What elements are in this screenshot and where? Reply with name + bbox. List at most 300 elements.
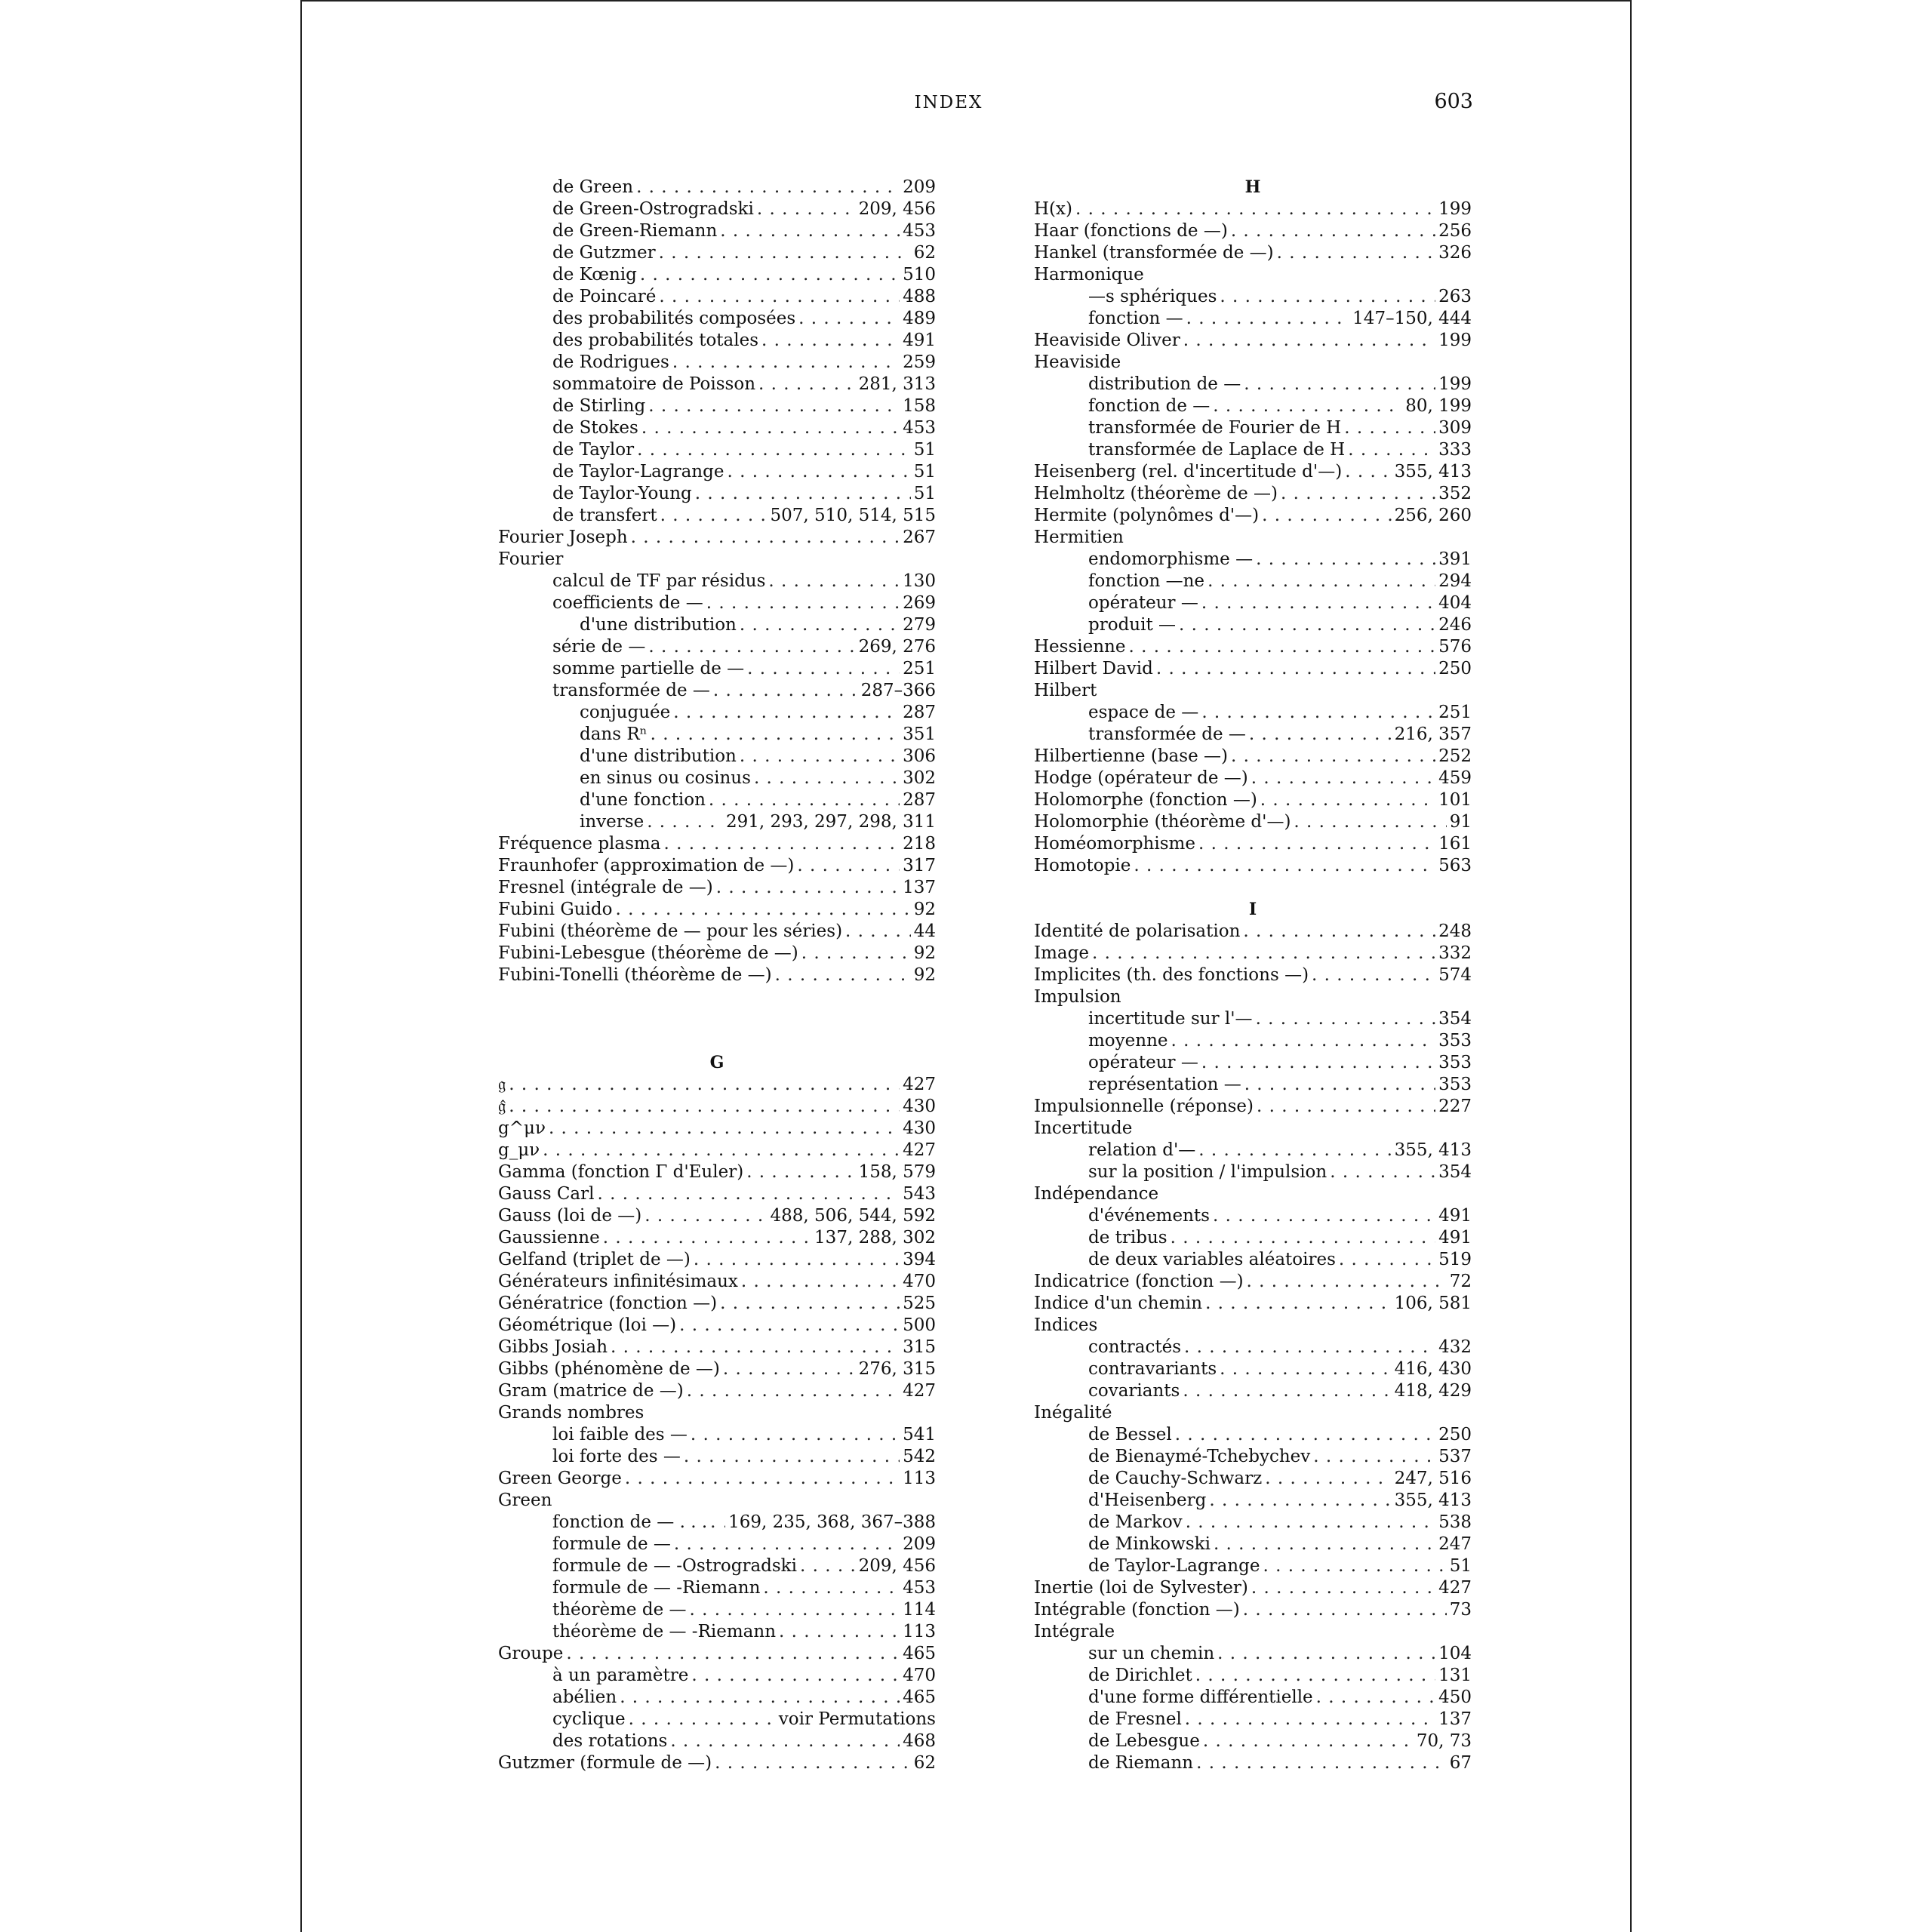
dot-leader — [640, 264, 900, 286]
dot-leader — [1179, 614, 1435, 636]
index-group-g — [498, 1074, 936, 1774]
dot-leader — [798, 308, 900, 330]
dot-leader — [727, 461, 910, 483]
index-entry — [498, 1380, 936, 1402]
index-term: Grands nombres — [498, 1403, 645, 1423]
dot-leader — [761, 330, 900, 352]
dot-leader — [1256, 549, 1435, 571]
index-entry — [1034, 1118, 1472, 1140]
page-reference: 51 — [913, 440, 936, 460]
index-term: coefficients de — — [552, 593, 703, 613]
index-term: de deux variables aléatoires — [1088, 1250, 1336, 1269]
dot-leader — [1249, 724, 1392, 746]
page-reference: 333 — [1438, 440, 1472, 460]
dot-leader — [1257, 1096, 1435, 1118]
index-entry — [1034, 1380, 1472, 1402]
index-entry — [1034, 1271, 1472, 1293]
index-term: théorème de — -Riemann — [552, 1622, 777, 1641]
dot-leader — [549, 1118, 900, 1140]
dot-leader — [660, 505, 768, 527]
dot-leader — [1348, 439, 1435, 461]
index-entry — [1034, 921, 1472, 943]
index-entry — [1034, 1008, 1472, 1030]
page-reference: 147–150, 444 — [1352, 309, 1472, 328]
dot-leader — [1198, 1140, 1391, 1161]
index-entry — [498, 811, 936, 833]
index-term: de transfert — [552, 506, 657, 525]
index-entry — [498, 1665, 936, 1687]
page-reference: 44 — [913, 921, 936, 941]
page-reference: 248 — [1438, 921, 1472, 941]
dot-leader — [720, 220, 900, 242]
index-entry — [1034, 811, 1472, 833]
index-term: transformée de — — [552, 681, 710, 700]
index-entry — [498, 1337, 936, 1358]
index-entry — [1034, 1205, 1472, 1227]
index-term: Fubini Guido — [498, 900, 613, 919]
index-term: Hilbert David — [1034, 659, 1153, 678]
index-entry — [1034, 308, 1472, 330]
index-entry — [498, 746, 936, 768]
index-term: transformée de — — [1088, 724, 1246, 744]
page-reference: 306 — [903, 746, 936, 766]
dot-leader — [1196, 1752, 1447, 1774]
page-reference: 315 — [903, 1337, 936, 1357]
page-reference: 416, 430 — [1394, 1359, 1472, 1379]
dot-leader — [713, 680, 858, 702]
running-head — [302, 90, 1630, 123]
index-entry — [1034, 1599, 1472, 1621]
index-entry — [1034, 286, 1472, 308]
dot-leader — [1183, 1380, 1391, 1402]
page-reference: 256, 260 — [1394, 506, 1472, 525]
index-entry — [1034, 483, 1472, 505]
index-entry — [1034, 1315, 1472, 1337]
page-reference: 465 — [903, 1644, 936, 1663]
index-entry — [498, 724, 936, 746]
index-term: Hodge (opérateur de —) — [1034, 768, 1248, 788]
dot-leader — [636, 177, 900, 198]
dot-leader — [716, 877, 900, 899]
index-term: Holomorphe (fonction —) — [1034, 790, 1257, 810]
index-term: de Lebesgue — [1088, 1731, 1200, 1751]
page-reference: 537 — [1438, 1447, 1472, 1466]
index-term: de Gutzmer — [552, 243, 656, 263]
page-reference: 427 — [1438, 1578, 1472, 1598]
dot-leader — [603, 1227, 811, 1249]
page-reference: 317 — [903, 856, 936, 875]
index-term: série de — — [552, 637, 646, 657]
index-entry — [498, 439, 936, 461]
index-term: Green — [498, 1491, 552, 1510]
index-term: Harmonique — [1034, 265, 1144, 285]
index-term: Heaviside Oliver — [1034, 331, 1180, 350]
dot-leader — [1185, 1709, 1435, 1730]
dot-leader — [1345, 461, 1391, 483]
index-term: Fourier Joseph — [498, 528, 628, 547]
dot-leader — [684, 1446, 900, 1468]
index-entry — [1034, 198, 1472, 220]
index-term: relation d'— — [1088, 1140, 1196, 1160]
index-entry — [1034, 1337, 1472, 1358]
dot-leader — [1184, 1337, 1435, 1358]
dot-leader — [746, 1161, 855, 1183]
index-entry — [1034, 1161, 1472, 1183]
dot-leader — [1243, 1599, 1447, 1621]
dot-leader — [779, 1621, 900, 1643]
dot-leader — [1203, 1730, 1414, 1752]
dot-leader — [620, 1687, 900, 1709]
page-reference: 263 — [1438, 287, 1472, 306]
page-reference: 199 — [1438, 331, 1472, 350]
page-reference: 491 — [903, 331, 936, 350]
index-entry — [1034, 549, 1472, 571]
page-reference: 137 — [1438, 1709, 1472, 1729]
dot-leader — [637, 439, 911, 461]
index-term: produit — — [1088, 615, 1177, 635]
dot-leader — [566, 1643, 900, 1665]
page-reference: 113 — [903, 1622, 936, 1641]
index-term: Gauss (loi de —) — [498, 1206, 642, 1226]
index-term: de Taylor-Lagrange — [1088, 1556, 1260, 1576]
index-term: Inertie (loi de Sylvester) — [1034, 1578, 1248, 1598]
page-reference: 161 — [1438, 834, 1472, 854]
index-entry — [498, 943, 936, 964]
index-entry — [498, 220, 936, 242]
dot-leader — [629, 1709, 776, 1730]
dot-leader — [672, 352, 900, 374]
index-entry — [498, 1709, 936, 1730]
index-entry — [498, 899, 936, 921]
dot-leader — [1209, 1490, 1391, 1512]
index-term: Fraunhofer (approximation de —) — [498, 856, 795, 875]
dot-leader — [768, 571, 900, 592]
index-entry — [498, 483, 936, 505]
dot-leader — [1244, 374, 1435, 395]
dot-leader — [715, 1752, 911, 1774]
dot-leader — [631, 527, 900, 549]
page-reference: 80, 199 — [1405, 396, 1472, 416]
index-term: Gelfand (triplet de —) — [498, 1250, 691, 1269]
dot-leader — [625, 1468, 900, 1490]
index-term: Helmholtz (théorème de —) — [1034, 484, 1278, 503]
page-reference: 355, 413 — [1394, 1140, 1472, 1160]
dot-leader — [1186, 308, 1350, 330]
index-term: de Bessel — [1088, 1425, 1172, 1444]
page-reference: 209 — [903, 1534, 936, 1554]
dot-leader — [709, 789, 900, 811]
page-reference: 404 — [1438, 593, 1472, 613]
index-term: de Taylor — [552, 440, 635, 460]
index-entry — [498, 330, 936, 352]
dot-leader — [1175, 1424, 1435, 1446]
page-reference: 92 — [913, 943, 936, 963]
index-term: Fubini-Tonelli (théorème de —) — [498, 965, 772, 985]
index-term: de Fresnel — [1088, 1709, 1182, 1729]
page-reference: 259 — [903, 352, 936, 372]
page-reference: 247 — [1438, 1534, 1472, 1554]
index-term: transformée de Laplace de H — [1088, 440, 1346, 460]
dot-leader — [1294, 811, 1446, 833]
index-term: —s sphériques — [1088, 287, 1217, 306]
index-entry — [1034, 1577, 1472, 1599]
page-reference: 209, 456 — [858, 199, 936, 219]
dot-leader — [741, 1271, 900, 1293]
index-term: g_μν — [498, 1140, 540, 1160]
dot-leader — [1217, 1643, 1435, 1665]
index-entry — [498, 1118, 936, 1140]
index-term: Géométrique (loi —) — [498, 1315, 677, 1335]
page-reference: 470 — [903, 1666, 936, 1685]
page-reference: 104 — [1438, 1644, 1472, 1663]
index-term: 𝔤 — [498, 1075, 506, 1094]
dot-leader — [695, 483, 911, 505]
index-term: d'une fonction — [580, 790, 706, 810]
index-term: sur la position / l'impulsion — [1088, 1162, 1327, 1182]
page-reference: 309 — [1438, 418, 1472, 438]
dot-leader — [797, 855, 900, 877]
page-reference: 291, 293, 297, 298, 311 — [726, 812, 936, 832]
index-term: somme partielle de — — [552, 659, 745, 678]
index-entry — [1034, 833, 1472, 855]
index-entry — [498, 1490, 936, 1512]
index-term: de Dirichlet — [1088, 1666, 1192, 1685]
index-term: Fubini-Lebesgue (théorème de —) — [498, 943, 798, 963]
index-group-f — [498, 177, 936, 986]
index-term: Groupe — [498, 1644, 564, 1663]
index-entry — [1034, 1249, 1472, 1271]
index-term: de Taylor-Lagrange — [552, 462, 724, 481]
dot-leader — [673, 702, 900, 724]
index-entry — [1034, 1687, 1472, 1709]
page-reference: 250 — [1438, 659, 1472, 678]
index-entry — [498, 1161, 936, 1183]
index-term: de Stokes — [552, 418, 638, 438]
dot-leader — [1265, 1468, 1391, 1490]
index-entry — [1034, 1227, 1472, 1249]
dot-leader — [1330, 1161, 1435, 1183]
index-term: d'une distribution — [580, 615, 737, 635]
page-reference: 92 — [913, 965, 936, 985]
index-term: de Poincaré — [552, 287, 657, 306]
index-term: Heaviside — [1034, 352, 1121, 372]
page-reference: 70, 73 — [1416, 1731, 1472, 1751]
index-term: théorème de — — [552, 1600, 687, 1620]
dot-leader — [740, 614, 900, 636]
page-reference: 294 — [1438, 571, 1472, 591]
index-term: Génératrice (fonction —) — [498, 1294, 718, 1313]
index-term: transformée de Fourier de H — [1088, 418, 1342, 438]
index-entry — [498, 1140, 936, 1161]
index-entry — [498, 1752, 936, 1774]
index-entry — [1034, 1074, 1472, 1096]
index-term: dans Rⁿ — [580, 724, 648, 744]
page-reference: 287–366 — [860, 681, 936, 700]
page-reference: 394 — [903, 1250, 936, 1269]
page-reference: 246 — [1438, 615, 1472, 635]
page-reference: 169, 235, 368, 367–388 — [728, 1512, 936, 1532]
dot-leader — [597, 1183, 900, 1205]
index-entry — [1034, 1183, 1472, 1205]
page-reference: 281, 313 — [858, 374, 936, 394]
dot-leader — [720, 1293, 900, 1315]
page-reference: 353 — [1438, 1075, 1472, 1094]
index-term: loi forte des — — [552, 1447, 681, 1466]
index-entry — [1034, 439, 1472, 461]
page-reference: 488 — [903, 287, 936, 306]
index-entry — [498, 242, 936, 264]
section-heading-i: I — [1248, 900, 1257, 919]
index-entry — [1034, 986, 1472, 1008]
index-entry — [498, 702, 936, 724]
index-entry — [1034, 1052, 1472, 1074]
index-entry — [1034, 330, 1472, 352]
index-term: Implicites (th. des fonctions —) — [1034, 965, 1309, 985]
index-term: d'Heisenberg — [1088, 1491, 1207, 1510]
index-term: Indépendance — [1034, 1184, 1159, 1204]
index-term: d'une distribution — [580, 746, 737, 766]
page-reference: 391 — [1438, 549, 1472, 569]
index-term: calcul de TF par résidus — [552, 571, 766, 591]
index-term: Indicatrice (fonction —) — [1034, 1272, 1244, 1291]
index-entry — [498, 789, 936, 811]
index-term: loi faible des — — [552, 1425, 688, 1444]
index-entry — [1034, 789, 1472, 811]
page-reference: 91 — [1449, 812, 1472, 832]
index-term: Indices — [1034, 1315, 1098, 1335]
index-entry — [1034, 964, 1472, 986]
index-entry — [498, 264, 936, 286]
index-entry — [1034, 242, 1472, 264]
page-reference: 216, 357 — [1394, 724, 1472, 744]
page-reference: 62 — [913, 243, 936, 263]
index-entry — [498, 833, 936, 855]
dot-leader — [757, 198, 856, 220]
page-reference: 252 — [1438, 746, 1472, 766]
index-entry — [498, 505, 936, 527]
index-entry — [498, 921, 936, 943]
dot-leader — [615, 899, 910, 921]
page-reference: 267 — [903, 528, 936, 547]
page-reference: 269, 276 — [858, 637, 936, 657]
page-reference: 72 — [1449, 1272, 1472, 1291]
index-term: Gutzmer (formule de —) — [498, 1753, 712, 1773]
dot-leader — [801, 943, 911, 964]
dot-leader — [1312, 964, 1435, 986]
dot-leader — [647, 811, 723, 833]
index-entry — [498, 417, 936, 439]
dot-leader — [775, 964, 911, 986]
dot-leader — [1339, 1249, 1435, 1271]
index-entry — [498, 352, 936, 374]
page-reference: 276, 315 — [858, 1359, 936, 1379]
index-entry — [498, 1096, 936, 1118]
index-entry — [498, 1446, 936, 1468]
index-term: Intégrale — [1034, 1622, 1115, 1641]
dot-leader — [659, 286, 900, 308]
index-entry — [498, 680, 936, 702]
dot-leader — [1201, 702, 1435, 724]
index-entry — [1034, 1446, 1472, 1468]
dot-leader — [679, 1315, 900, 1337]
page-reference: 209 — [903, 177, 936, 197]
index-term: cyclique — [552, 1709, 626, 1729]
dot-leader — [694, 1249, 900, 1271]
index-term: Gibbs (phénomène de —) — [498, 1359, 720, 1379]
page-reference: 351 — [903, 724, 936, 744]
page-reference: 525 — [903, 1294, 936, 1313]
index-term: Hessienne — [1034, 637, 1126, 657]
dot-leader — [747, 658, 900, 680]
index-term: opérateur — — [1088, 1053, 1198, 1072]
dot-leader — [710, 1512, 725, 1534]
index-term: Fréquence plasma — [498, 834, 661, 854]
dot-leader — [1214, 1534, 1435, 1555]
page-reference: 470 — [903, 1272, 936, 1291]
index-entry — [498, 1424, 936, 1446]
index-entry — [498, 614, 936, 636]
page-reference: 92 — [913, 900, 936, 919]
index-term: formule de — -Ostrogradski — [552, 1556, 797, 1576]
index-entry — [498, 1512, 936, 1534]
page-reference: 62 — [913, 1753, 936, 1773]
index-term: Fresnel (intégrale de —) — [498, 878, 713, 897]
page-reference: 450 — [1438, 1687, 1472, 1707]
index-entry — [1034, 374, 1472, 395]
index-term: sommatoire de Poisson — [552, 374, 756, 394]
page-reference: voir Permutations — [778, 1709, 936, 1729]
dot-leader — [1201, 592, 1435, 614]
index-term: formule de — — [552, 1534, 671, 1554]
index-term: de Bienaymé-Tchebychev — [1088, 1447, 1311, 1466]
dot-leader — [1251, 768, 1435, 789]
index-entry — [498, 964, 936, 986]
page-reference: 491 — [1438, 1206, 1472, 1226]
index-entry — [1034, 352, 1472, 374]
index-entry — [1034, 220, 1472, 242]
page-reference: 51 — [913, 484, 936, 503]
index-term: Hilbertienne (base —) — [1034, 746, 1228, 766]
index-entry — [498, 1227, 936, 1249]
index-term: des probabilités totales — [552, 331, 759, 350]
index-term: fonction —ne — [1088, 571, 1205, 591]
page-reference: 250 — [1438, 1425, 1472, 1444]
page-reference: 576 — [1438, 637, 1472, 657]
index-term: Fourier — [498, 549, 564, 569]
page-reference: 538 — [1438, 1512, 1472, 1532]
index-entry — [1034, 636, 1472, 658]
index-entry — [498, 374, 936, 395]
page-reference: 51 — [1449, 1556, 1472, 1576]
dot-leader — [663, 833, 900, 855]
dot-leader — [1251, 1577, 1435, 1599]
page-reference: 302 — [903, 768, 936, 788]
dot-leader — [648, 636, 855, 658]
index-entry — [1034, 592, 1472, 614]
dot-leader — [1171, 1227, 1436, 1249]
dot-leader — [1213, 395, 1402, 417]
left-column — [498, 177, 936, 1774]
dot-leader — [611, 1337, 900, 1358]
dot-leader — [1256, 1008, 1436, 1030]
index-entry — [498, 1402, 936, 1424]
right-column — [1034, 177, 1472, 1774]
page-reference: 427 — [903, 1075, 936, 1094]
page-reference: 73 — [1449, 1600, 1472, 1620]
dot-leader — [1198, 833, 1435, 855]
dot-leader — [1220, 286, 1435, 308]
index-entry — [1034, 527, 1472, 549]
